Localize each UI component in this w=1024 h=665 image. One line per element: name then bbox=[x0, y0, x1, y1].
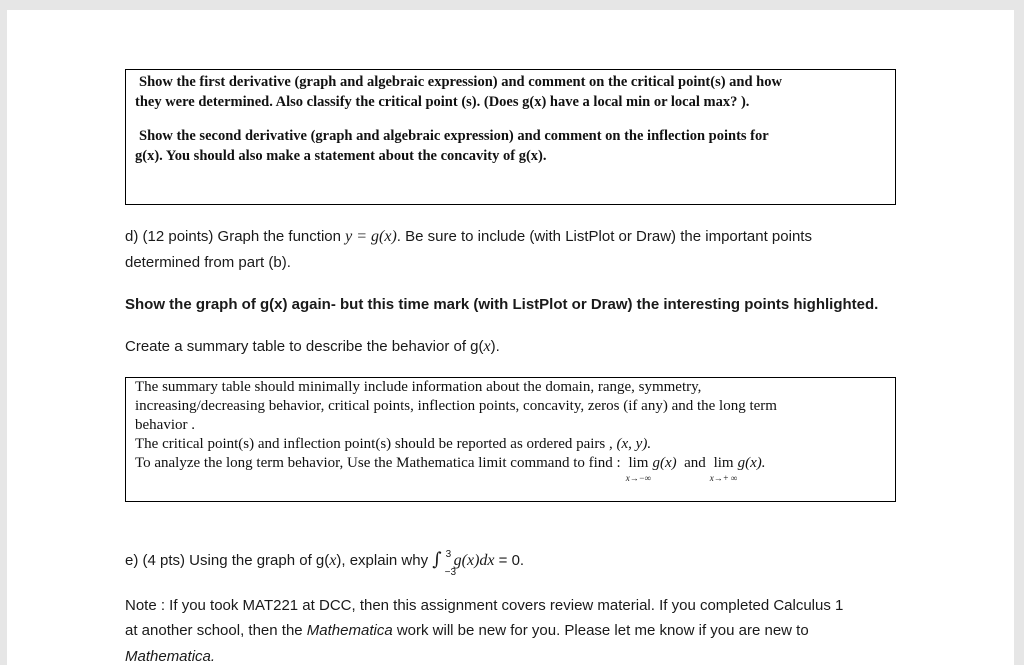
part-e-prefix: e) (4 pts) Using the graph of g( bbox=[125, 552, 330, 569]
bold-statement: Show the graph of g(x) again- but this time mark (with ListPlot or Draw) the interesting points highlighted. bbox=[125, 296, 879, 313]
lim-word-1: lim bbox=[628, 455, 649, 471]
create-table-text: Create a summary table to describe the behavior of g( bbox=[125, 338, 484, 355]
part-d-line1 bbox=[125, 227, 812, 247]
part-e-var: x bbox=[329, 552, 337, 569]
part-d-math: y = g(x) bbox=[345, 228, 397, 245]
part-d-line2: determined from part (b). bbox=[125, 254, 291, 271]
box2-line3: behavior . bbox=[135, 417, 195, 433]
note-line3: Mathematica. bbox=[125, 648, 216, 665]
integral-sign: ∫ bbox=[432, 549, 442, 570]
lim1-subscript: x→−∞ bbox=[625, 473, 652, 483]
note-mathematica: Mathematica bbox=[306, 622, 393, 639]
part-e-line bbox=[125, 548, 525, 578]
lim2-subscript: x→+ ∞ bbox=[709, 473, 738, 483]
integral-upper: 3 bbox=[445, 549, 452, 560]
box2-line2: increasing/decreasing behavior, critical points, inflection points, concavity, zeros (if any) and the long term bbox=[135, 398, 777, 414]
box2-line4-text: The critical point(s) and inflection point(s) should be reported as ordered pairs , bbox=[135, 436, 617, 452]
and-word: and bbox=[684, 455, 706, 471]
lim2-function: g(x). bbox=[737, 455, 766, 471]
create-table-line bbox=[125, 337, 500, 357]
limit-neg-inf bbox=[625, 454, 652, 483]
note-line2-a: at another school, then the bbox=[125, 622, 307, 639]
box2-line5 bbox=[135, 454, 885, 483]
create-table-end: ). bbox=[490, 338, 500, 355]
summary-table-instructions-box bbox=[125, 377, 896, 502]
box1-line2: they were determined. Also classify the critical point (s). (Does g(x) have a local min or local max? ). bbox=[135, 94, 750, 110]
instructions-box-derivatives bbox=[125, 69, 896, 205]
note-line2 bbox=[125, 621, 809, 641]
integrand: g(x)dx bbox=[453, 552, 495, 569]
box1-line1: Show the first derivative (graph and algebraic expression) and comment on the critical point(s) and how bbox=[139, 74, 782, 90]
box1-line4: g(x). You should also make a statement about the concavity of g(x). bbox=[135, 148, 547, 164]
part-d-suffix: . Be sure to include (with ListPlot or Draw) the important points bbox=[396, 228, 812, 245]
box2-line5-text: To analyze the long term behavior, Use the Mathematica limit command to find : bbox=[135, 455, 621, 471]
lim1-function: g(x) bbox=[652, 455, 677, 471]
integral-limits bbox=[442, 549, 457, 578]
integral-lower: −3 bbox=[444, 567, 457, 578]
ordered-pair: (x, y). bbox=[616, 436, 652, 452]
box2-line1: The summary table should minimally include information about the domain, range, symmetry, bbox=[135, 379, 702, 395]
part-d-prefix: d) (12 points) Graph the function bbox=[125, 228, 346, 245]
part-e-suffix: = 0. bbox=[494, 552, 525, 569]
note-line1: Note : If you took MAT221 at DCC, then this assignment covers review material. If you completed Calculus 1 bbox=[125, 597, 844, 614]
part-e-mid: ), explain why bbox=[336, 552, 433, 569]
create-table-var: x bbox=[483, 338, 491, 355]
box2-line4 bbox=[135, 435, 885, 454]
note-line2-c: work will be new for you. Please let me know if you are new to bbox=[392, 622, 809, 639]
box1-line3: Show the second derivative (graph and algebraic expression) and comment on the inflection points for bbox=[139, 128, 769, 144]
limit-pos-inf bbox=[709, 454, 738, 483]
document-page bbox=[7, 10, 1014, 665]
lim-word-2: lim bbox=[713, 455, 734, 471]
